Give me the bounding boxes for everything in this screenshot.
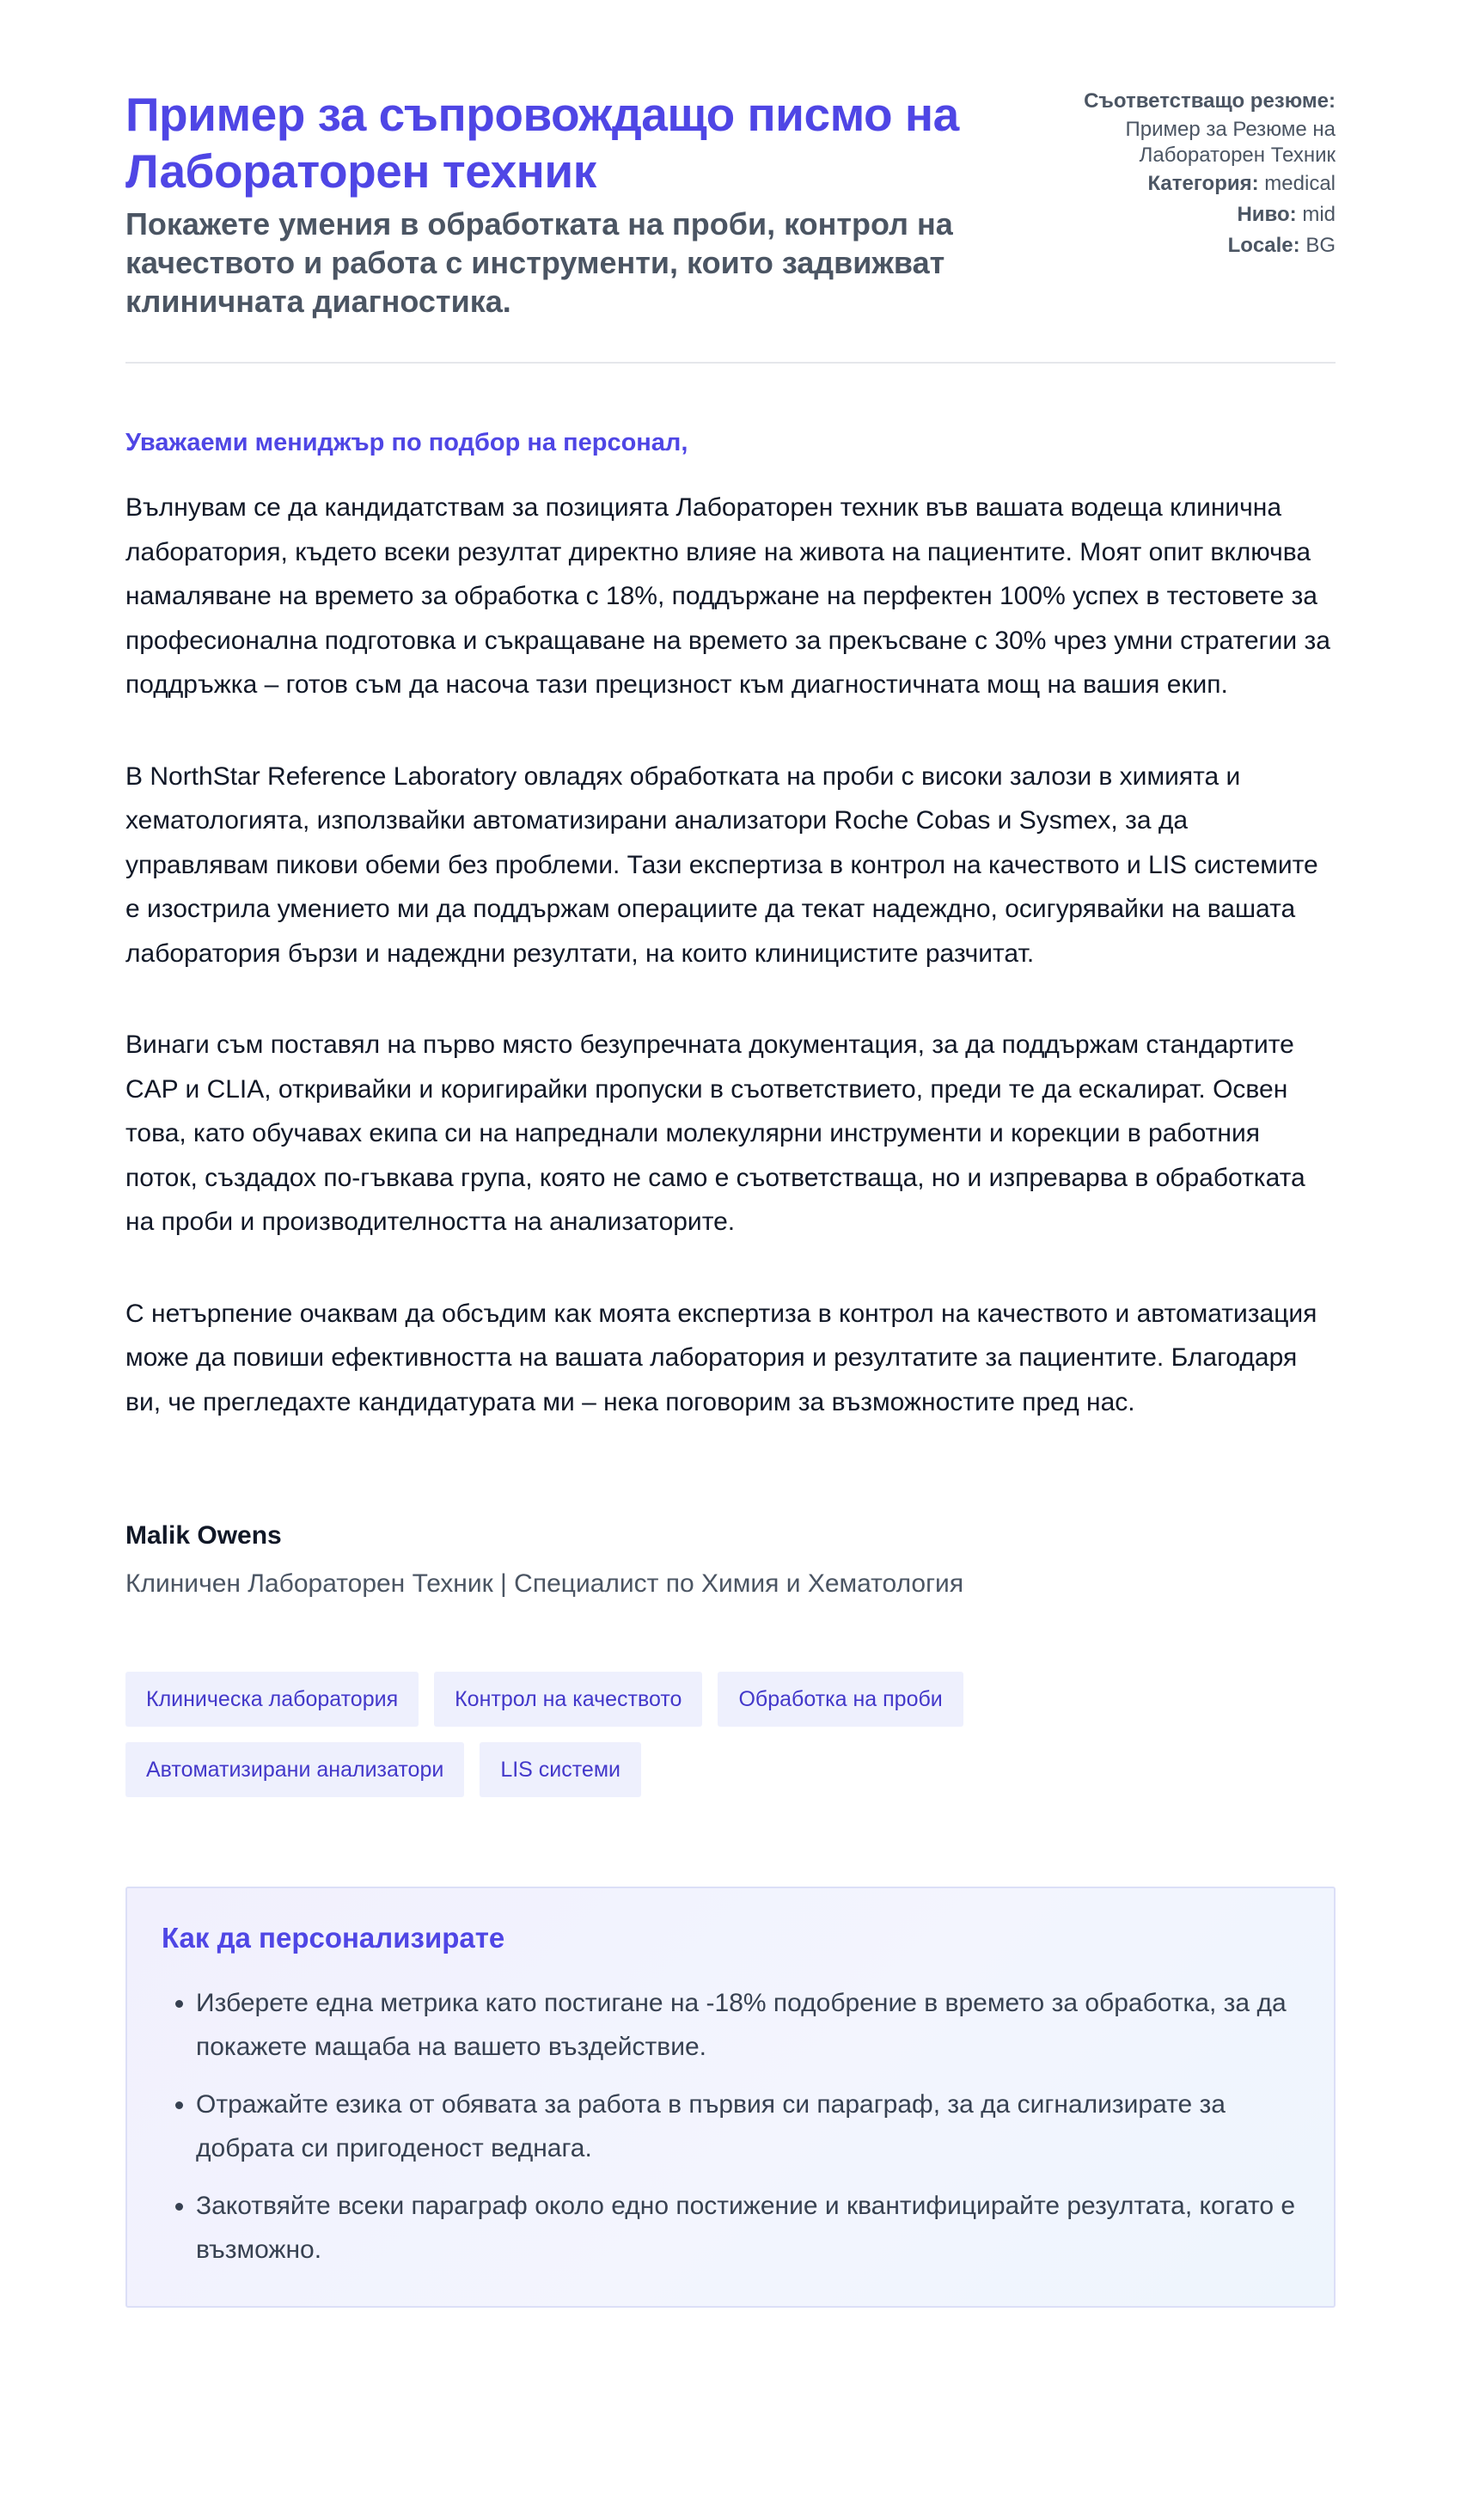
level-value: mid <box>1302 203 1336 226</box>
level-row <box>1052 199 1336 230</box>
customization-tips <box>125 1887 1336 2308</box>
page-header <box>125 86 1336 364</box>
skill-tag: Контрол на качеството <box>434 1672 702 1727</box>
signature <box>125 1519 1336 1601</box>
tips-list <box>162 1981 1299 2272</box>
tips-title: Как да персонализирате <box>162 1922 505 1954</box>
letter-paragraph: Винаги съм поставял на първо място безупречната документация, за да поддържам стандартите CAP и CLIA, откривайки и коригирайки пропуски в съответствието, преди те да ескалират. Освен това, като обучавах екипа си на напреднали молекулярни инструменти и корекции в работния поток, създадох по-гъвкава група, която не само е съответстваща, но и изпреварва в обработката на проби и производителността на анализаторите. <box>125 1031 1305 1236</box>
title-block <box>125 86 985 321</box>
signature-title: Клиничен Лабораторен Техник | Специалист по Химия и Хематология <box>125 1569 964 1598</box>
skill-tag: Обработка на проби <box>718 1672 963 1727</box>
salutation: Уважаеми мениджър по подбор на персонал, <box>125 429 688 456</box>
tip-item: • Закотвяйте всеки параграф около едно постижение и квантифицирайте резултата, когато е възможно. <box>196 2184 1299 2272</box>
cover-letter-page <box>125 0 1336 2308</box>
category-label: Категория: <box>1147 172 1259 195</box>
skill-tag: LIS системи <box>480 1742 641 1797</box>
category-row <box>1052 168 1336 199</box>
tip-item: • Отражайте езика от обявата за работа в първия си параграф, за да сигнализирате за добрата си пригоденост веднага. <box>196 2083 1299 2170</box>
matching-resume-label: Съответстващо резюме: <box>1084 89 1336 113</box>
page-subtitle: Покажете умения в обработката на проби, контрол на качеството и работа с инструменти, които задвижват клиничната диагностика. <box>125 206 953 319</box>
category-value: medical <box>1264 172 1336 195</box>
locale-label: Locale: <box>1227 234 1300 257</box>
letter-body <box>125 486 1336 1424</box>
matching-resume-link[interactable]: Пример за Резюме на Лабораторен Техник <box>1125 118 1336 167</box>
skill-tags <box>125 1672 1071 1797</box>
page-title: Пример за съпровождащо писмо на Лабораторен техник <box>125 88 959 198</box>
letter-paragraph: Вълнувам се да кандидатствам за позицията Лабораторен техник във вашата водеща клинична лаборатория, където всеки резултат директно влияе на живота на пациентите. Моят опит включва намаляване на времето за обработка с 18%, поддържане на перфектен 100% успех в тестовете за професионална подготовка и съкращаване на времето за прекъсване с 30% чрез умни стратегии за поддръжка – готов съм да насоча тази прецизност към диагностичната мощ на вашия екип. <box>125 493 1330 699</box>
locale-value: BG <box>1305 234 1336 257</box>
meta-panel <box>1052 86 1336 261</box>
skill-tag: Автоматизирани анализатори <box>125 1742 464 1797</box>
letter-paragraph: С нетърпение очаквам да обсъдим как моята експертиза в контрол на качеството и автоматизация може да повиши ефективността на вашата лаборатория и резултатите за пациентите. Благодаря ви, че прегледахте кандидатурата ми – нека поговорим за възможностите пред нас. <box>125 1299 1317 1416</box>
level-label: Ниво: <box>1237 203 1297 226</box>
locale-row <box>1052 230 1336 261</box>
letter-paragraph: В NorthStar Reference Laboratory овладях обработката на проби с високи залози в химията и хематологията, използвайки автоматизирани анализатори Roche Cobas и Sysmex, за да управлявам пикови обеми без проблеми. Тази експертиза в контрол на качеството и LIS системите е изострила умението ми да поддържам операциите да текат надеждно, осигурявайки на вашата лаборатория бързи и надеждни резултати, на които клиницистите разчитат. <box>125 762 1318 968</box>
signature-name: Malik Owens <box>125 1521 282 1550</box>
skill-tag: Клиническа лаборатория <box>125 1672 419 1727</box>
tip-item: • Изберете една метрика като постигане на -18% подобрение в времето за обработка, за да покажете мащаба на вашето въздействие. <box>196 1981 1299 2069</box>
